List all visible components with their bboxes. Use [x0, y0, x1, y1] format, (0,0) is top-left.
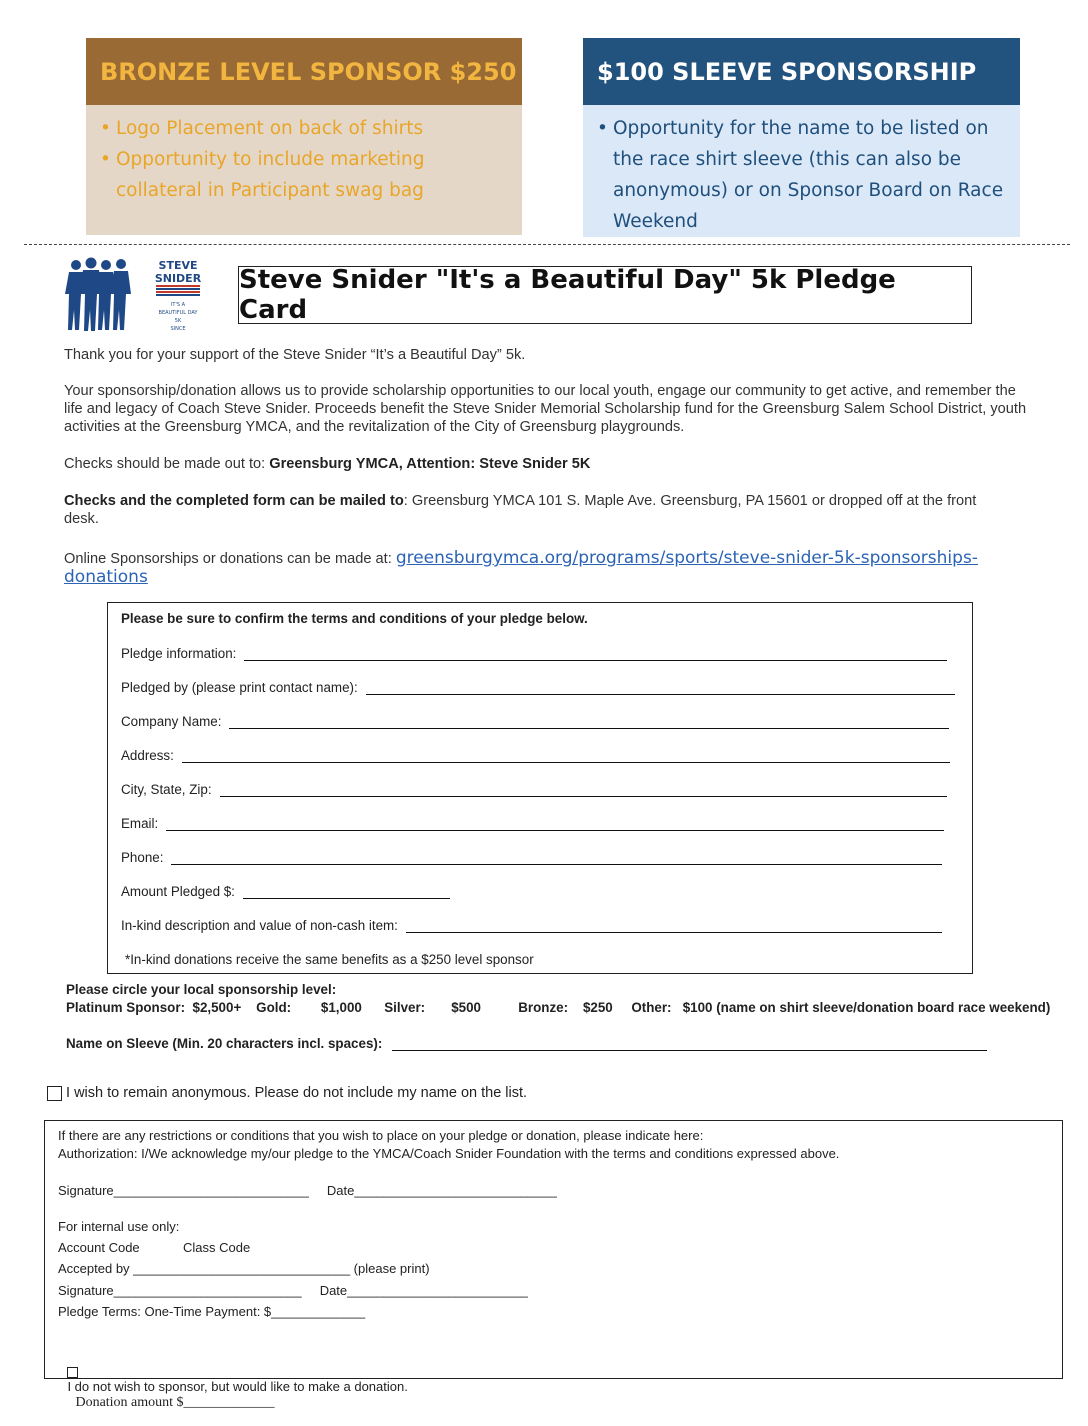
email-row [121, 816, 944, 831]
pledge-information-field[interactable] [244, 659, 947, 661]
phone-row [121, 850, 942, 865]
cut-line-divider [24, 244, 1070, 245]
field-label: In-kind description and value of non-cash item: [121, 918, 398, 933]
account-class-code: Account Code Class Code [58, 1240, 251, 1255]
field-label: Email: [121, 816, 159, 831]
donation-only-checkbox[interactable] [67, 1367, 78, 1378]
city-state-zip-row [121, 782, 947, 797]
form-heading: Please be sure to confirm the terms and conditions of your pledge below. [121, 611, 588, 626]
logo-small-text: BEAUTIFUL DAY [158, 310, 198, 316]
steve-snider-logo [64, 255, 224, 335]
company-name-row [121, 714, 949, 729]
city-state-zip-field[interactable] [220, 795, 947, 797]
field-label: Phone: [121, 850, 164, 865]
phone-field[interactable] [171, 863, 942, 865]
company-name-field[interactable] [229, 727, 949, 729]
level-other[interactable]: Other: $100 (name on shirt sleeve/donation board race weekend) [631, 1000, 1051, 1015]
logo-text-snider: SNIDER [154, 272, 202, 285]
field-label: Amount Pledged $: [121, 884, 235, 899]
pledge-form [107, 602, 973, 974]
donation-only-label: I do not wish to sponsor, but would like to make a donation. [67, 1379, 408, 1394]
address-field[interactable] [182, 761, 950, 763]
field-label: City, State, Zip: [121, 782, 212, 797]
sleeve-benefit-item: • Opportunity for the name to be listed on the race shirt sleeve (this can also be anonymous) or on Sponsor Board on Race Weekend [597, 113, 1006, 237]
amount-pledged-row [121, 884, 450, 899]
sponsorship-level-options [66, 1000, 1066, 1015]
level-silver[interactable]: Silver: $500 [384, 1000, 481, 1015]
in-kind-note: *In-kind donations receive the same benefits as a $250 level sponsor [125, 952, 534, 967]
bronze-benefit-item: • Opportunity to include marketing collateral in Participant swag bag [100, 144, 508, 206]
bronze-benefit-item: • Logo Placement on back of shirts [100, 113, 508, 144]
signature2-line[interactable]: Signature__________________________ Date_________________________ [58, 1283, 528, 1298]
bronze-sponsor-box [86, 38, 522, 235]
pledge-terms-line[interactable]: Pledge Terms: One-Time Payment: $_____________ [58, 1304, 366, 1319]
level-gold[interactable]: Gold: $1,000 [256, 1000, 362, 1015]
restrictions-text: If there are any restrictions or conditions that you wish to place on your pledge or donation, please indicate here: [58, 1128, 704, 1143]
online-donation-link[interactable]: greensburgymca.org/programs/sports/steve-snider-5k-sponsorships-donations [64, 548, 978, 587]
bronze-sponsor-benefits [86, 105, 522, 235]
pledged-by-row [121, 680, 955, 695]
field-label: Address: [121, 748, 174, 763]
anonymous-checkbox[interactable] [47, 1086, 62, 1101]
online-donation-text: Online Sponsorships or donations can be made at: greensburgymca.org/programs/sports/steve-snider-5k-sponsorships-donations [64, 548, 978, 587]
anonymous-row [47, 1085, 527, 1101]
logo-small-text: 5K [174, 318, 182, 324]
donation-only-row [53, 1349, 408, 1426]
authorization-box [44, 1120, 1063, 1410]
in-kind-field[interactable] [406, 931, 942, 933]
mailing-label: Checks and the completed form can be mailed to [64, 493, 404, 509]
amount-pledged-field[interactable] [243, 897, 450, 899]
pledge-information-row [121, 646, 947, 661]
pledged-by-field[interactable] [366, 693, 955, 695]
bronze-sponsor-title: BRONZE LEVEL SPONSOR $250 [86, 38, 522, 105]
in-kind-row [121, 918, 942, 933]
sleeve-sponsor-box [583, 38, 1020, 237]
description-text: Your sponsorship/donation allows us to provide scholarship opportunities to our local youth, engage our community to get active, and remember the life and legacy of Coach Steve Snider. Proceeds benefit the Steve Snider Memorial Scholarship fund for the Greensburg Salem School District, youth activities at the Greensburg YMCA, and the revitalization of the City of Greensburg playgrounds. [64, 383, 1027, 435]
field-label: Pledged by (please print contact name): [121, 680, 358, 695]
pledge-card-title: Steve Snider "It's a Beautiful Day" 5k Pledge Card [238, 266, 972, 324]
accepted-by-line[interactable]: Accepted by ______________________________ (please print) [58, 1261, 430, 1276]
mailing-text: Checks and the completed form can be mailed to: Greensburg YMCA 101 S. Maple Ave. Greensburg, PA 15601 or dropped off at the front desk. [64, 493, 977, 527]
email-field[interactable] [166, 829, 944, 831]
sleeve-sponsor-benefits [583, 105, 1020, 237]
logo-small-text: IT'S A [170, 302, 186, 308]
checks-payee: Greensburg YMCA, Attention: Steve Snider 5K [269, 456, 591, 472]
level-platinum[interactable]: Platinum Sponsor: $2,500+ [66, 1000, 242, 1015]
logo-text-steve: STEVE [158, 259, 198, 272]
donation-amount-line[interactable]: Donation amount $_____________ [75, 1395, 275, 1410]
sleeve-name-row [66, 1036, 987, 1051]
checks-payable-text: Checks should be made out to: Greensburg YMCA, Attention: Steve Snider 5K [64, 456, 591, 472]
signature-date-line[interactable]: Signature___________________________ Date____________________________ [58, 1183, 557, 1198]
sleeve-name-field[interactable] [392, 1050, 987, 1051]
field-label: Pledge information: [121, 646, 237, 661]
thank-you-text: Thank you for your support of the Steve Snider “It’s a Beautiful Day” 5k. [64, 347, 526, 363]
sleeve-name-label: Name on Sleeve (Min. 20 characters incl. spaces): [66, 1036, 383, 1051]
sleeve-sponsor-title: $100 SLEEVE SPONSORSHIP [583, 38, 1020, 105]
level-bronze[interactable]: Bronze: $250 [518, 1000, 613, 1015]
internal-use-label: For internal use only: [58, 1219, 180, 1234]
logo-small-text: SINCE [170, 326, 186, 332]
field-label: Company Name: [121, 714, 222, 729]
address-row [121, 748, 950, 763]
acknowledgement-text: Authorization: I/We acknowledge my/our pledge to the YMCA/Coach Snider Foundation with the terms and conditions expressed above. [58, 1146, 840, 1161]
sponsorship-level-heading: Please circle your local sponsorship level: [66, 982, 337, 997]
anonymous-label: I wish to remain anonymous. Please do not include my name on the list. [66, 1085, 528, 1101]
